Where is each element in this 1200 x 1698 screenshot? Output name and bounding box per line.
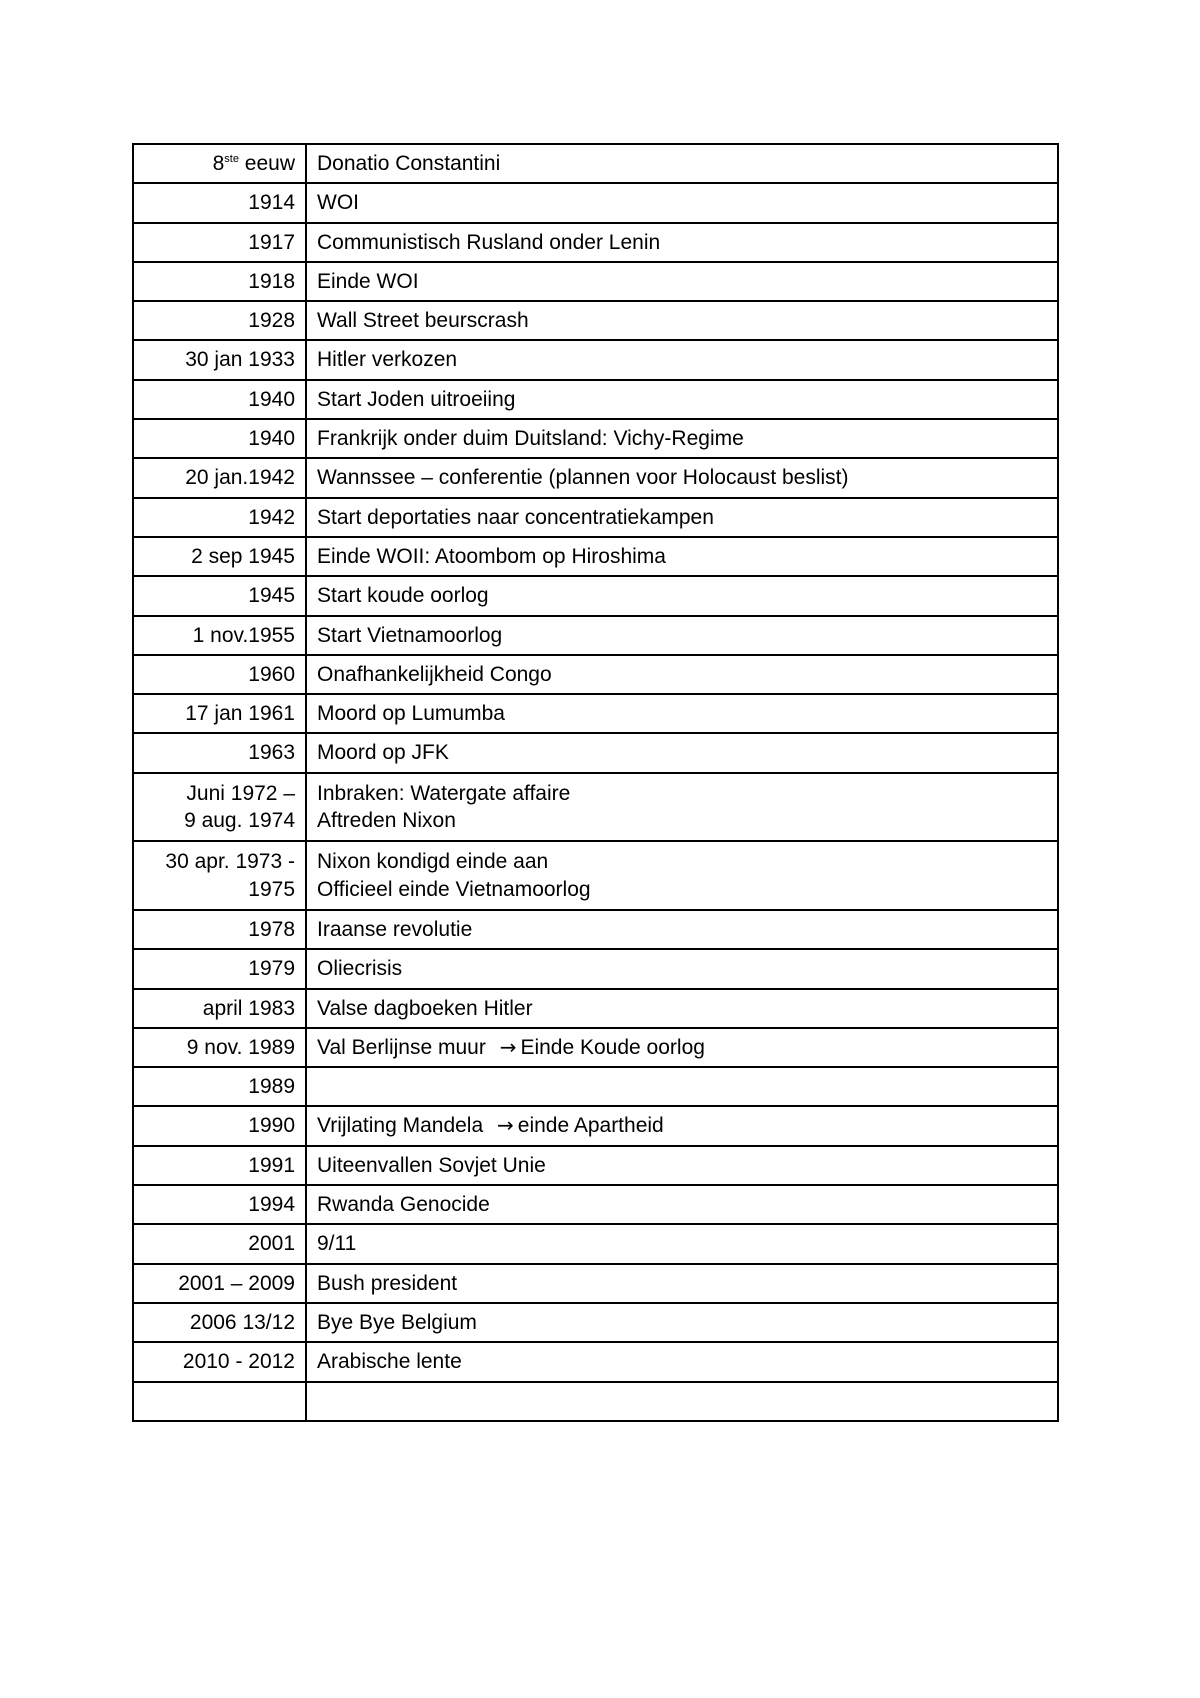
event-cell: Wall Street beurscrash <box>306 301 1058 340</box>
table-row <box>133 989 1058 1028</box>
date-cell: 1991 <box>133 1146 306 1185</box>
table-row <box>133 419 1058 458</box>
table-row <box>133 1224 1058 1263</box>
event-cell: Moord op Lumumba <box>306 694 1058 733</box>
event-cell: Moord op JFK <box>306 733 1058 772</box>
event-text: Einde Koude oorlog <box>520 1035 705 1059</box>
table-row <box>133 1146 1058 1185</box>
date-line: 30 apr. 1973 - <box>165 850 295 874</box>
date-cell: 1979 <box>133 949 306 988</box>
table-row <box>133 340 1058 379</box>
event-cell: Bye Bye Belgium <box>306 1303 1058 1342</box>
date-cell <box>133 1382 306 1421</box>
date-cell: 1942 <box>133 498 306 537</box>
date-cell: 9 nov. 1989 <box>133 1028 306 1067</box>
arrow-right-icon: → <box>497 1113 514 1138</box>
arrow-right-icon: → <box>499 1034 517 1059</box>
date-cell <box>133 841 306 910</box>
table-row <box>133 733 1058 772</box>
event-cell: Oliecrisis <box>306 949 1058 988</box>
event-line: Nixon kondigd einde aan <box>317 850 549 874</box>
date-cell <box>133 773 306 842</box>
date-cell: 2 sep 1945 <box>133 537 306 576</box>
date-cell: 2006 13/12 <box>133 1303 306 1342</box>
event-cell <box>306 1028 1058 1067</box>
event-cell: Einde WOII: Atoombom op Hiroshima <box>306 537 1058 576</box>
event-cell: Valse dagboeken Hitler <box>306 989 1058 1028</box>
event-cell: Donatio Constantini <box>306 144 1058 183</box>
date-cell: 17 jan 1961 <box>133 694 306 733</box>
event-cell: Einde WOI <box>306 262 1058 301</box>
date-cell: 1990 <box>133 1106 306 1145</box>
event-cell <box>306 1382 1058 1421</box>
date-cell: 2001 <box>133 1224 306 1263</box>
table-row <box>133 1303 1058 1342</box>
date-cell: 20 jan.1942 <box>133 458 306 497</box>
date-cell: 1 nov.1955 <box>133 616 306 655</box>
date-line: Juni 1972 – <box>186 781 295 805</box>
event-cell <box>306 773 1058 842</box>
event-cell: Frankrijk onder duim Duitsland: Vichy-Regime <box>306 419 1058 458</box>
date-cell: 1960 <box>133 655 306 694</box>
table-row <box>133 1106 1058 1145</box>
event-cell: Rwanda Genocide <box>306 1185 1058 1224</box>
table-row <box>133 144 1058 183</box>
event-cell: Start Vietnamoorlog <box>306 616 1058 655</box>
event-cell <box>306 1106 1058 1145</box>
event-cell: Onafhankelijkheid Congo <box>306 655 1058 694</box>
date-cell: 1989 <box>133 1067 306 1106</box>
event-text: Val Berlijnse muur <box>317 1035 486 1059</box>
table-row <box>133 262 1058 301</box>
table-row <box>133 1028 1058 1067</box>
event-cell: 9/11 <box>306 1224 1058 1263</box>
table-row <box>133 183 1058 222</box>
table-row <box>133 223 1058 262</box>
ordinal-suffix: ste <box>224 153 239 165</box>
table-row <box>133 1342 1058 1381</box>
table-row <box>133 910 1058 949</box>
event-line: Officieel einde Vietnamoorlog <box>317 877 591 901</box>
event-line: Aftreden Nixon <box>317 809 456 833</box>
event-cell: Arabische lente <box>306 1342 1058 1381</box>
date-cell: 2010 - 2012 <box>133 1342 306 1381</box>
date-cell: 1963 <box>133 733 306 772</box>
event-cell: Communistisch Rusland onder Lenin <box>306 223 1058 262</box>
event-text: einde Apartheid <box>517 1114 664 1138</box>
date-cell: 1928 <box>133 301 306 340</box>
date-cell: 1978 <box>133 910 306 949</box>
table-row <box>133 301 1058 340</box>
event-cell <box>306 1067 1058 1106</box>
date-cell: 30 jan 1933 <box>133 340 306 379</box>
table-row <box>133 616 1058 655</box>
event-line: Inbraken: Watergate affaire <box>317 781 571 805</box>
table-row <box>133 1067 1058 1106</box>
date-cell: 1994 <box>133 1185 306 1224</box>
event-cell: Start koude oorlog <box>306 576 1058 615</box>
event-cell: Bush president <box>306 1264 1058 1303</box>
event-cell: Uiteenvallen Sovjet Unie <box>306 1146 1058 1185</box>
date-cell: 8ste eeuw <box>133 144 306 183</box>
date-cell: 1945 <box>133 576 306 615</box>
table-row <box>133 458 1058 497</box>
table-row <box>133 498 1058 537</box>
table-row <box>133 949 1058 988</box>
date-cell: 1940 <box>133 380 306 419</box>
table-row <box>133 655 1058 694</box>
date-cell: april 1983 <box>133 989 306 1028</box>
event-cell: WOI <box>306 183 1058 222</box>
table-row <box>133 537 1058 576</box>
date-line: 9 aug. 1974 <box>184 809 295 833</box>
date-cell: 1940 <box>133 419 306 458</box>
event-cell: Start Joden uitroeiing <box>306 380 1058 419</box>
table-row <box>133 576 1058 615</box>
event-cell <box>306 841 1058 910</box>
table-row <box>133 694 1058 733</box>
table-row <box>133 1382 1058 1421</box>
event-cell: Start deportaties naar concentratiekampen <box>306 498 1058 537</box>
event-text: Vrijlating Mandela <box>317 1114 484 1138</box>
event-cell: Iraanse revolutie <box>306 910 1058 949</box>
table-row <box>133 380 1058 419</box>
date-cell: 1914 <box>133 183 306 222</box>
table-row <box>133 1185 1058 1224</box>
table-row <box>133 841 1058 910</box>
event-cell: Wannssee – conferentie (plannen voor Holocaust beslist) <box>306 458 1058 497</box>
date-cell: 1918 <box>133 262 306 301</box>
date-line: 1975 <box>248 877 295 901</box>
event-cell: Hitler verkozen <box>306 340 1058 379</box>
table-row <box>133 773 1058 842</box>
date-cell: 2001 – 2009 <box>133 1264 306 1303</box>
date-cell: 1917 <box>133 223 306 262</box>
timeline-table <box>132 143 1059 1422</box>
table-row <box>133 1264 1058 1303</box>
